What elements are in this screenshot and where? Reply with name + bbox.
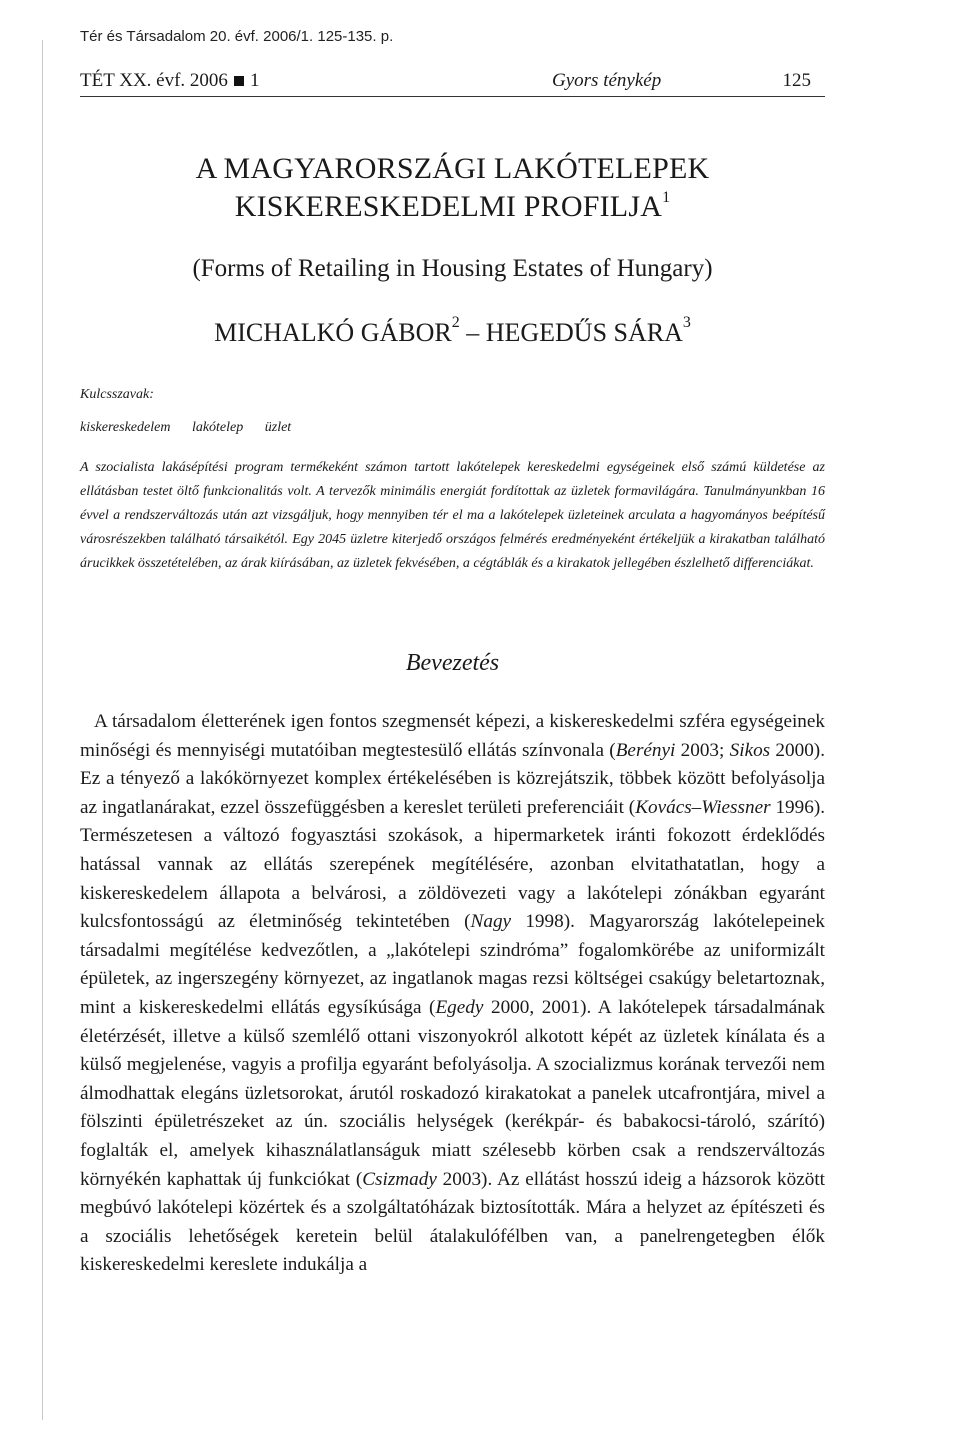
abstract [80,456,825,576]
body-text [80,708,825,1280]
keyword-item: lakótelep [191,420,244,435]
journal-label: TÉT XX. évf. 2006 [80,70,228,91]
body-segment: 1996). Természetesen a változó fogyasztási szokások, a hipermarketek iránti fokozott érdeklődés hatással vannak az ellátás szerepének megítélésére, azonban elvitathatatlan, hogy a kiskereskedelem állapota a belvárosi, a zöldövezeti vagy a lakótelepi zónákban egyaránt kulcsfontosságú az életminőség tekintetében ( [80,796,826,933]
author-2-footnote-mark: 3 [682,314,691,331]
title-line-1: A MAGYARORSZÁGI LAKÓTELEPEK [195,152,710,185]
keywords-list [80,420,309,436]
citation-author: Berényi [615,739,676,761]
citation-author: Csizmady [362,1168,437,1190]
author-2: HEGEDŰS SÁRA [485,318,683,347]
section-heading: Bevezetés [405,650,500,676]
body-segment: 2000, 2001). A lakótelepek társadalmának életérzését, illetve a külső szemlélő ottani viszonyokról alkotott képét az üzletek kínálata és a külső megjelenése, vagyis a profilja egyaránt befolyásolja. A szocializmus korának tervezői nem álmodhattak elegáns üzletsorokat, árutól roskadozó kirakatokat a panelek utcafrontjára, mivel a fölszinti épületrészeket az ún. szociális helységek (kerékpár- és babakocsi-tároló, szárító) foglalták el, amelyek kihasználatlanságuk miatt szélesebb körben csak a rendszerváltozás környékén kaphattak új funkciókat ( [80,996,825,1190]
body-paragraph [80,708,825,1280]
page-number: 125 [782,70,811,91]
keyword-item: kiskereskedelem [80,420,171,435]
page-edge-line [42,40,43,1420]
citation-author: Egedy [435,996,484,1018]
running-head [80,70,825,97]
citation-author: Kovács–Wiessner [635,796,771,818]
author-1-footnote-mark: 2 [451,314,460,331]
issue-number: 1 [249,70,260,91]
english-subtitle: (Forms of Retailing in Housing Estates of Hungary) [192,255,713,282]
title-line-2 [80,188,825,226]
body-segment: A társadalom életterének igen fontos szegmensét képezi, a kiskereskedelmi szféra egységeinek minőségi és mennyiségi mutatóiban megtestesülő ellátás színvonala ( [80,711,825,761]
article-title [80,150,825,226]
title-line-2-text: KISKERESKEDELMI PROFILJA [234,190,663,223]
body-segment: 2003). Az ellátást hosszú ideig a házsorok között megbúvó lakótelepi közértek és a szolgáltatóházak biztosították. Mára a helyzet az építészeti és a szociális lehetőségek keretein belül átalakulófélben van, a panelrengetegben élők kiskereskedelmi kereslete indukálja a [80,1168,825,1276]
running-head-journal [80,70,259,92]
author-separator: – [459,318,486,347]
citation-author: Sikos [729,739,771,761]
citation-author: Nagy [470,911,512,933]
body-segment: 2003; [675,739,730,761]
abstract-text: A szocialista lakásépítési program termékeként számon tartott lakótelepek kereskedelmi egységeinek első számú küldetése az ellátásban testet öltő funkcionalitás volt. A tervezők minimális energiát fordítottak az üzletek formavilágára. Tanulmányunkban 16 évvel a rendszerváltozás után azt vizsgáljuk, hogy mennyiben tér el ma a lakótelepek üzleteinek arculata a hagyományos beépítésű városrészekben található társaikétól. Egy 2045 üzletre kiterjedő országos felmérés eredményeként értékeljük a kirakatban található árucikkek összetételében, az árak kiírásában, az üzletek fekvésében, a cégtáblák és a kirakatok jellegében észlelhető differenciákat. [80,460,825,571]
authors-line [80,314,825,348]
keyword-item: üzlet [264,420,292,435]
citation-line: Tér és Társadalom 20. évf. 2006/1. 125-135. p. [80,28,394,45]
author-1: MICHALKÓ GÁBOR [214,318,452,347]
title-footnote-mark: 1 [662,189,671,206]
body-segment: 1998). Magyarország lakótelepeinek társadalmi megítélése kedvezőtlen, a „lakótelepi szindróma” fogalomkörébe az uniformizált épületek, az ingerszegény környezet, az ingatlanok magas rezsi költségei csakúgy beletartoznak, mint a kiskereskedelmi ellátás egysíkúsága ( [80,911,825,1018]
body-segment: 2000). Ez a tényező a lakókörnyezet komplex értékelésében is közrejátszik, többek között befolyásolja az ingatlanárakat, ezzel összefüggésben a kereslet területi preferenciáit ( [80,739,825,818]
keywords-label: Kulcsszavak: [80,387,154,402]
section-label: Gyors ténykép [552,70,662,91]
square-bullet-icon [234,76,244,86]
